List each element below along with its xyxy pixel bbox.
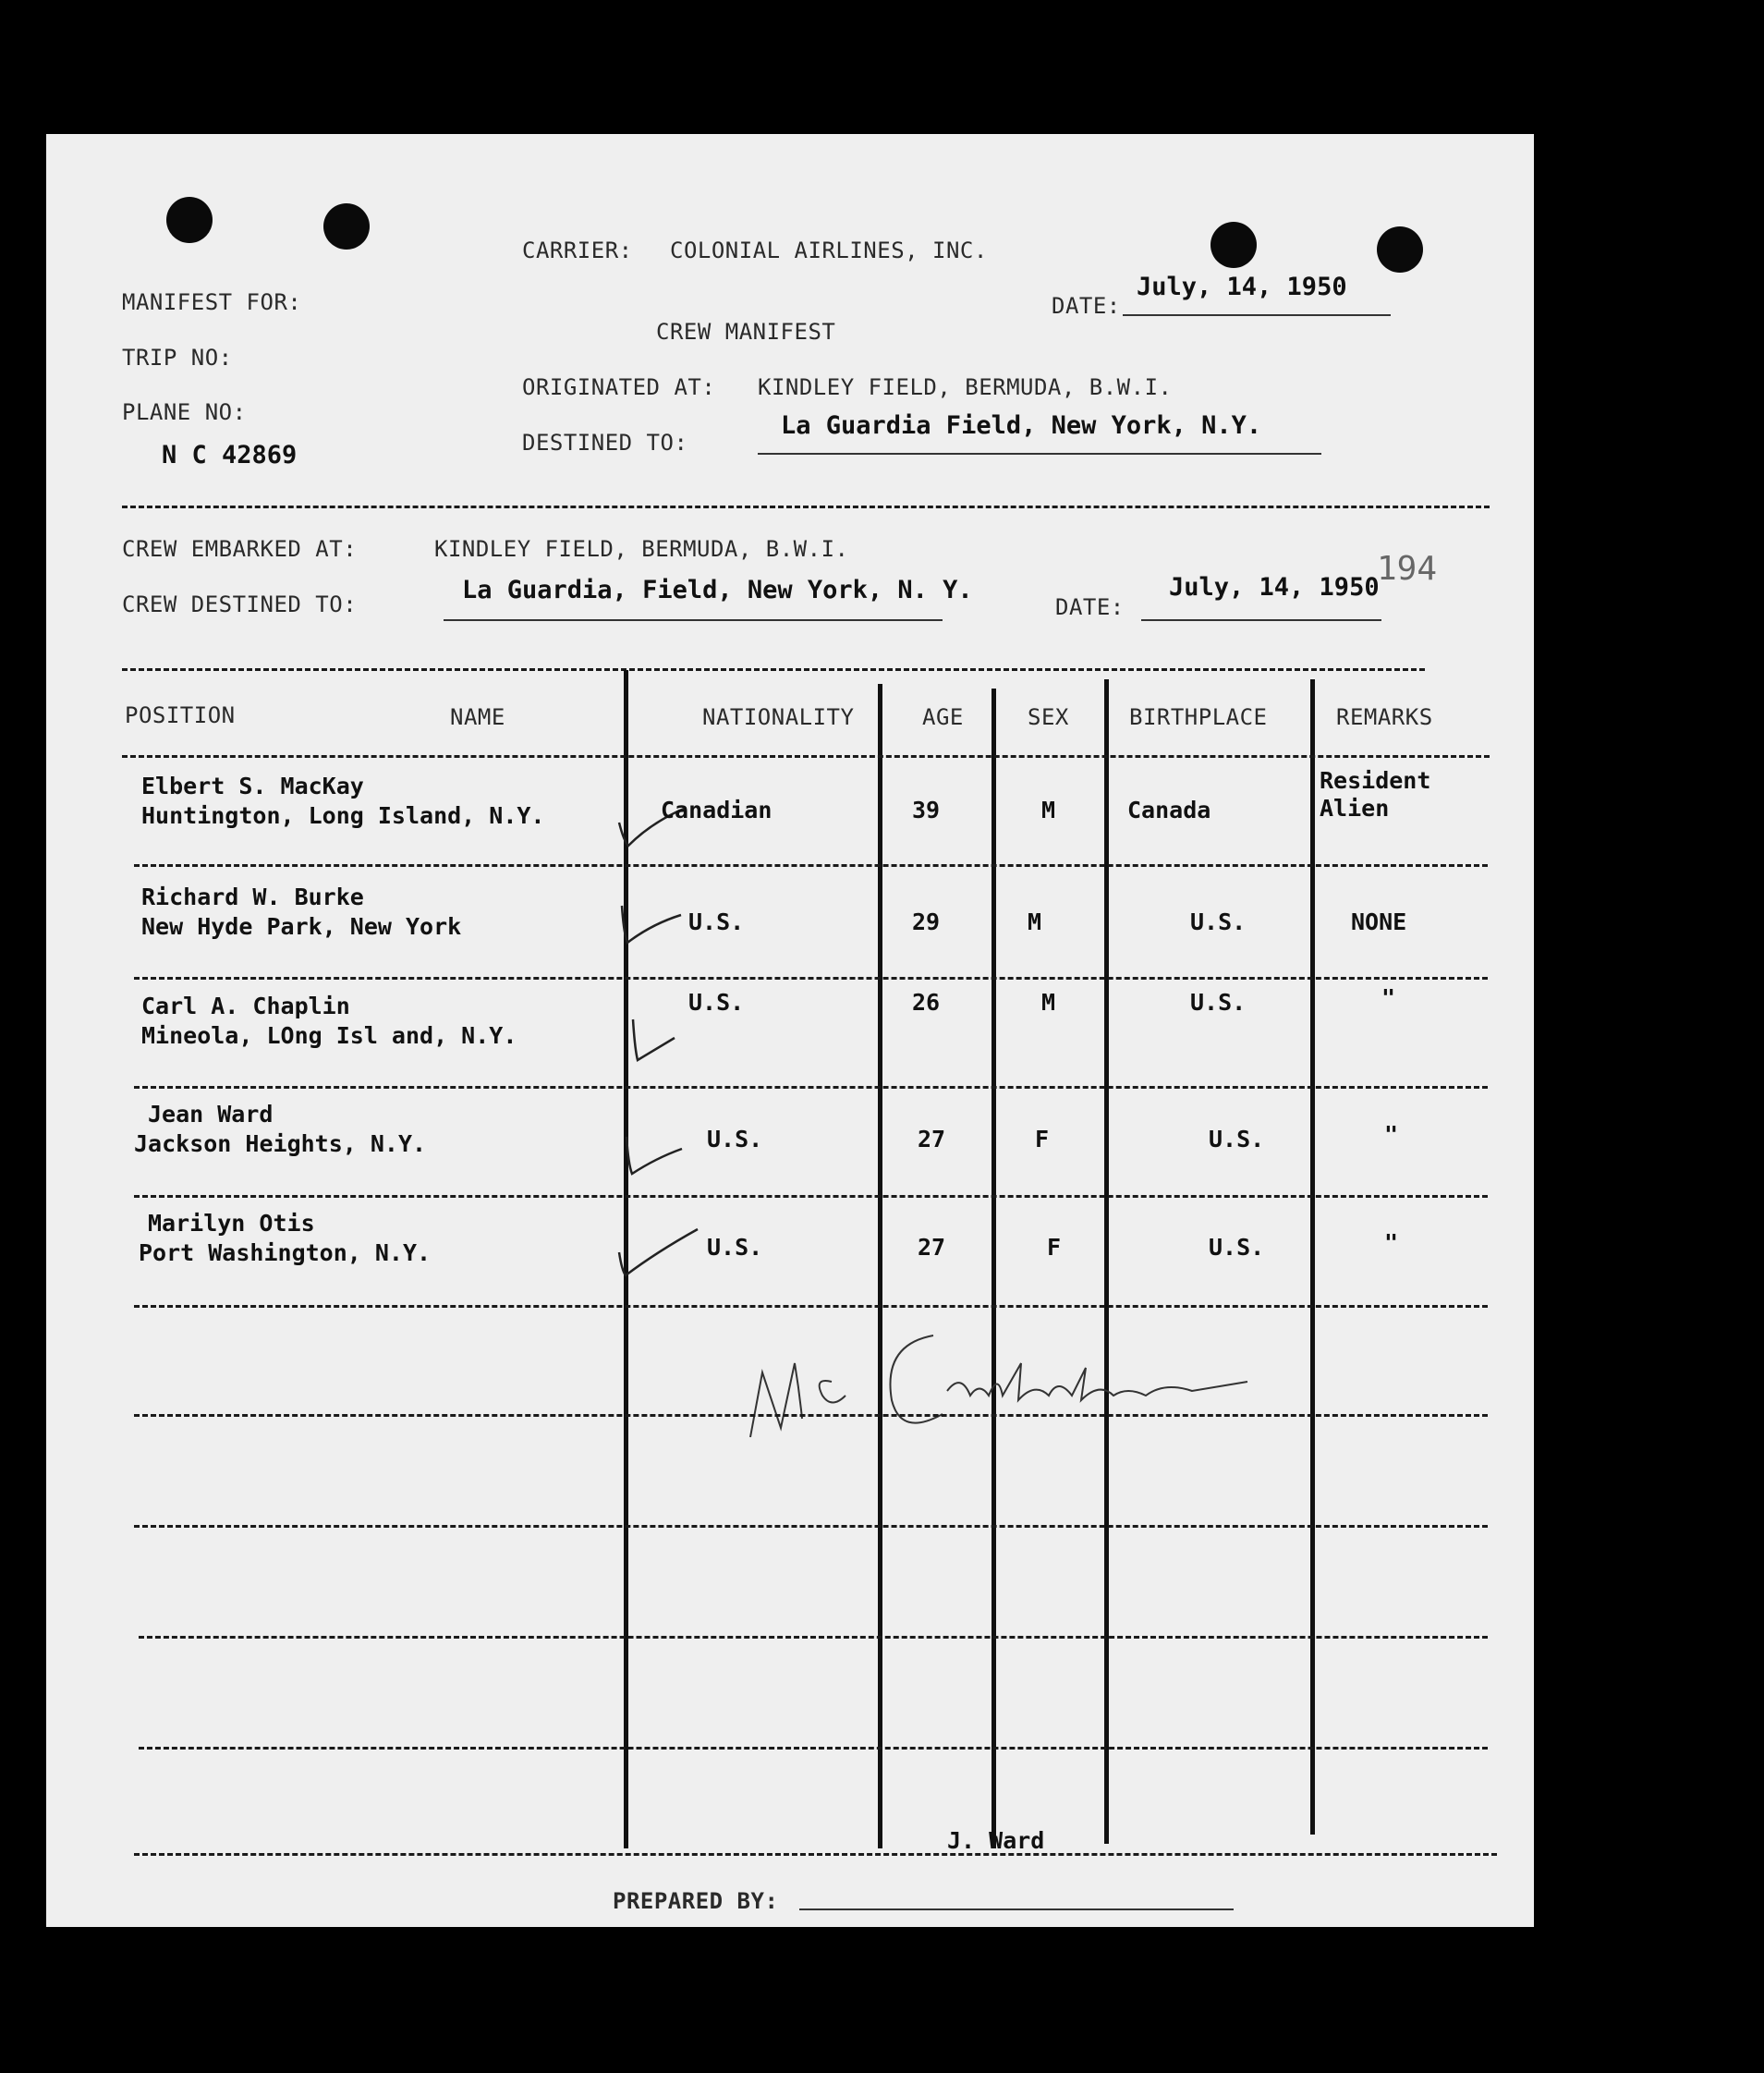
column-separator — [878, 684, 882, 1848]
col-position: POSITION — [125, 702, 236, 728]
nationality-cell: U.S. — [688, 908, 745, 935]
row-divider — [134, 1086, 1488, 1089]
destined-value: La Guardia Field, New York, N.Y. — [781, 411, 1262, 440]
sex-cell: F — [1047, 1234, 1062, 1261]
remarks-cell: NONE — [1351, 908, 1407, 935]
col-sex: SEX — [1028, 704, 1069, 730]
crew-name: Elbert S. MacKay — [141, 773, 364, 799]
remarks-cell: " — [1381, 984, 1396, 1011]
manifest-for-label: MANIFEST FOR: — [122, 289, 302, 315]
col-nationality: NATIONALITY — [702, 704, 855, 730]
table-row — [141, 772, 545, 831]
age-cell: 26 — [912, 989, 941, 1016]
punch-hole — [1377, 226, 1423, 273]
table-row — [139, 1209, 431, 1268]
carrier-label: CARRIER: — [522, 238, 633, 263]
crew-date-value: July, 14, 1950 — [1169, 573, 1380, 602]
crew-date-underline — [1141, 619, 1381, 621]
originated-label: ORIGINATED AT: — [522, 374, 716, 400]
table-bottom-line — [134, 1853, 1497, 1856]
row-divider — [134, 1195, 1488, 1198]
table-row — [141, 883, 461, 942]
row-divider — [139, 1636, 1488, 1639]
prepared-by-name: J. Ward — [947, 1827, 1045, 1854]
punch-hole — [1210, 222, 1257, 268]
nationality-cell: U.S. — [707, 1234, 763, 1261]
destined-underline — [758, 453, 1321, 455]
prepared-by-underline — [799, 1908, 1234, 1910]
age-cell: 29 — [912, 908, 941, 935]
column-separator — [1104, 679, 1109, 1844]
crew-destined-underline — [444, 619, 943, 621]
birthplace-cell: U.S. — [1190, 989, 1247, 1016]
crew-embarked-label: CREW EMBARKED AT: — [122, 536, 358, 562]
column-separator — [1310, 679, 1315, 1835]
col-age: AGE — [922, 704, 964, 730]
column-separator — [991, 689, 996, 1848]
crew-name: Richard W. Burke — [141, 884, 364, 910]
crew-address: Mineola, LOng Isl and, N.Y. — [141, 1022, 517, 1049]
checkmark-icon — [614, 1225, 707, 1280]
sex-cell: M — [1028, 908, 1042, 935]
sex-cell: M — [1041, 989, 1056, 1016]
date-label: DATE: — [1052, 293, 1121, 319]
birthplace-cell: U.S. — [1209, 1234, 1265, 1261]
prepared-by-label: PREPARED BY: — [613, 1888, 779, 1914]
manifest-page — [46, 134, 1534, 1927]
remarks-cell: Resident Alien — [1320, 767, 1431, 822]
crew-address: Huntington, Long Island, N.Y. — [141, 802, 545, 829]
crew-address: Port Washington, N.Y. — [139, 1239, 432, 1266]
originated-value: KINDLEY FIELD, BERMUDA, B.W.I. — [758, 374, 1173, 400]
remarks-cell: " — [1384, 1229, 1399, 1256]
sex-cell: F — [1035, 1126, 1050, 1152]
header-bottom-line — [122, 755, 1490, 758]
table-row — [141, 992, 517, 1051]
table-row — [134, 1100, 426, 1159]
crew-destined-label: CREW DESTINED TO: — [122, 591, 358, 617]
crew-name: Jean Ward — [148, 1101, 274, 1128]
sex-cell: M — [1041, 797, 1056, 823]
plane-no-value: N C 42869 — [162, 441, 298, 469]
checkmark-icon — [614, 901, 688, 947]
crew-date-label: DATE: — [1055, 594, 1125, 620]
crew-name: Marilyn Otis — [148, 1210, 315, 1237]
age-cell: 39 — [912, 797, 941, 823]
handwritten-signature — [693, 1308, 1340, 1456]
checkmark-icon — [619, 1132, 693, 1178]
divider — [122, 506, 1490, 508]
row-divider — [134, 977, 1488, 980]
date-underline — [1123, 314, 1391, 316]
page-number-stamp: 194 — [1377, 550, 1438, 588]
table-top-line — [122, 668, 1425, 671]
birthplace-cell: U.S. — [1190, 908, 1247, 935]
crew-destined-value: La Guardia, Field, New York, N. Y. — [462, 576, 973, 604]
manifest-title: CREW MANIFEST — [656, 319, 836, 345]
birthplace-cell: Canada — [1127, 797, 1211, 823]
trip-no-label: TRIP NO: — [122, 345, 233, 371]
destined-label: DESTINED TO: — [522, 430, 688, 456]
age-cell: 27 — [918, 1126, 946, 1152]
row-divider — [134, 864, 1488, 867]
crew-address: New Hyde Park, New York — [141, 913, 462, 940]
crew-embarked-value: KINDLEY FIELD, BERMUDA, B.W.I. — [434, 536, 849, 562]
age-cell: 27 — [918, 1234, 946, 1261]
row-divider — [134, 1414, 1488, 1417]
date-value: July, 14, 1950 — [1137, 273, 1347, 301]
nationality-cell: U.S. — [707, 1126, 763, 1152]
col-birthplace: BIRTHPLACE — [1129, 704, 1268, 730]
nationality-cell: Canadian — [661, 797, 773, 823]
plane-no-label: PLANE NO: — [122, 399, 247, 425]
carrier-value: COLONIAL AIRLINES, INC. — [670, 238, 988, 263]
birthplace-cell: U.S. — [1209, 1126, 1265, 1152]
checkmark-icon — [624, 1012, 698, 1067]
row-divider — [139, 1747, 1488, 1750]
row-divider — [134, 1525, 1488, 1528]
nationality-cell: U.S. — [688, 989, 745, 1016]
col-remarks: REMARKS — [1336, 704, 1433, 730]
punch-hole — [166, 197, 213, 243]
punch-hole — [323, 203, 370, 250]
remarks-cell: " — [1384, 1121, 1399, 1148]
crew-name: Carl A. Chaplin — [141, 993, 350, 1019]
crew-address: Jackson Heights, N.Y. — [134, 1130, 427, 1157]
col-name: NAME — [450, 704, 505, 730]
